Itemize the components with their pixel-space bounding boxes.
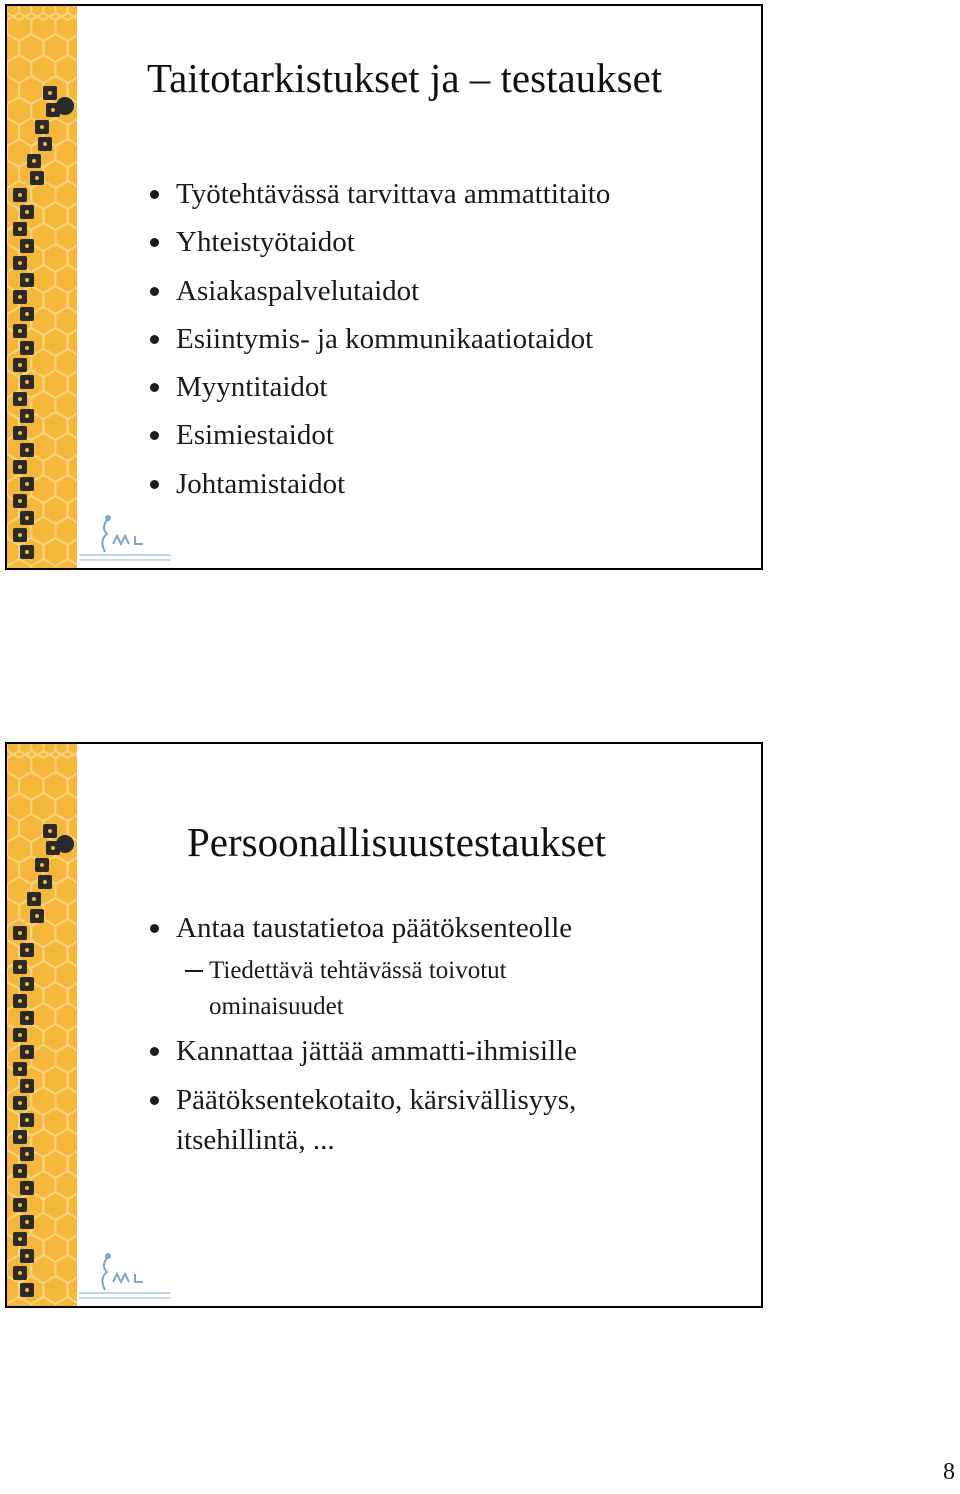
honeycomb-pattern [7, 6, 77, 568]
bullet-item: Johtamistaidot [147, 460, 610, 508]
bullet-item: Työtehtävässä tarvittava ammattitaito [147, 170, 610, 218]
honeycomb-pattern [7, 744, 77, 1306]
bullet-item: Yhteistyötaidot [147, 218, 610, 266]
bullet-item: Antaa taustatietoa päätöksenteolle [147, 908, 666, 948]
tml-logo-graphic [77, 514, 177, 566]
tml-logo-graphic [77, 1252, 177, 1304]
slide-1 [5, 4, 763, 570]
bullet-item: Esiintymis- ja kommunikaatiotaidot [147, 315, 610, 363]
bullet-item: Myyntitaidot [147, 363, 610, 411]
sub-bullet-item: Tiedettävä tehtävässä toivotut ominaisuudet [147, 953, 629, 1025]
slide-2 [5, 742, 763, 1308]
tml-logo-icon [77, 514, 177, 566]
honeycomb-sidebar [7, 6, 77, 568]
tml-logo-icon [77, 1252, 177, 1304]
bullet-item: Asiakaspalvelutaidot [147, 267, 610, 315]
honeycomb-sidebar [7, 744, 77, 1306]
bullet-item: Esimiestaidot [147, 411, 610, 459]
bullet-item: Kannattaa jättää ammatti-ihmisille [147, 1031, 666, 1071]
slide-2-title: Persoonallisuustestaukset [187, 819, 607, 865]
bullet-item: Päätöksentekotaito, kärsivällisyys, itsehillintä, ... [147, 1080, 666, 1160]
page-number: 8 [943, 1459, 955, 1485]
slide-1-title: Taitotarkistukset ja – testaukset [147, 55, 663, 101]
slide-1-bullet-list [147, 170, 610, 508]
slide-2-bullet-list [147, 908, 666, 1169]
